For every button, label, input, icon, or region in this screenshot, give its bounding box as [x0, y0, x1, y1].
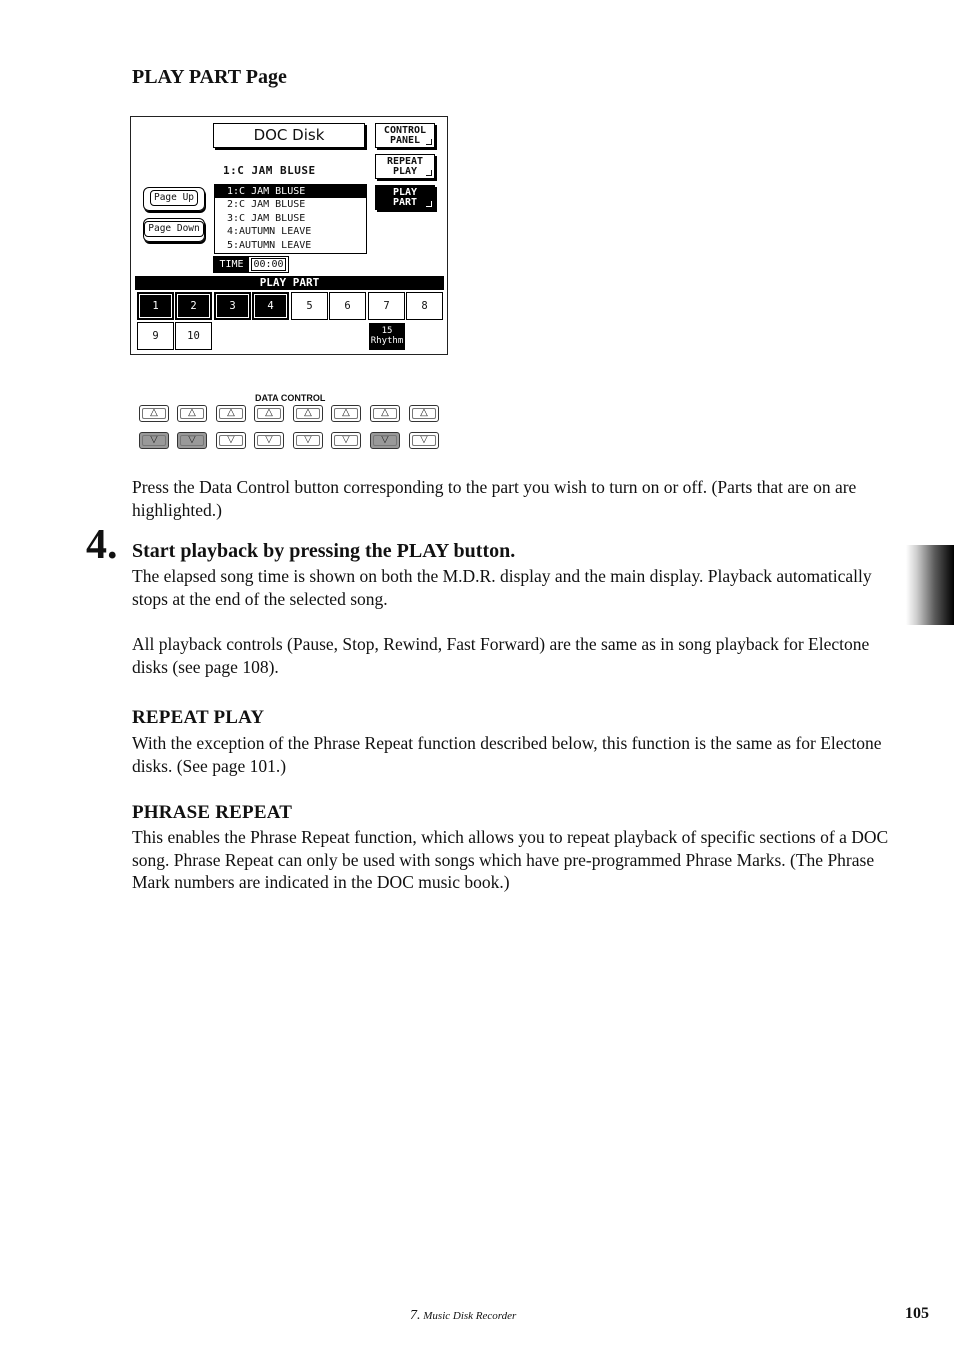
step-number: 4.	[86, 522, 118, 568]
phrase-repeat-paragraph: This enables the Phrase Repeat function, which allows you to repeat playback of specific sections of a DOC song. Phrase Repeat can only be used with songs which have pre-programmed Phrase Marks. (The Phrase Mark numbers are indicated in the DOC music book.)	[132, 827, 889, 892]
repeat-play-label-2: PLAY	[392, 166, 418, 177]
rhythm-part-button[interactable]	[369, 323, 405, 350]
time-value: 00:00	[251, 258, 286, 271]
phrase-repeat-heading: PHRASE REPEAT	[132, 802, 293, 823]
song-list-item[interactable]: 1:C JAM BLUSE	[215, 185, 366, 198]
play-part-label-1: PLAY	[392, 187, 418, 198]
part-8-button[interactable]: 8	[406, 292, 443, 320]
song-list-item[interactable]: 5:AUTUMN LEAVE	[227, 239, 312, 251]
current-song: 1:C JAM BLUSE	[223, 164, 316, 177]
data-control-up-6[interactable]: △	[331, 405, 361, 422]
repeat-play-button[interactable]	[375, 154, 435, 179]
display-title: DOC Disk	[213, 123, 365, 148]
step-heading: Start playback by pressing the PLAY button.	[132, 540, 516, 562]
control-panel-button[interactable]	[375, 123, 435, 148]
instruction-paragraph: Press the Data Control button corresponding to the part you wish to turn on or off. (Parts that are on are highlighted.)	[132, 477, 857, 520]
repeat-play-label-1: REPEAT	[386, 156, 424, 167]
chapter-tab	[906, 545, 954, 625]
data-control-up-3[interactable]: △	[216, 405, 246, 422]
data-control-up-2[interactable]: △	[177, 405, 207, 422]
data-control-down-2[interactable]: ▽	[177, 432, 207, 449]
rhythm-number: 15	[381, 326, 393, 336]
part-5-button[interactable]: 5	[291, 292, 328, 320]
data-control-down-8[interactable]: ▽	[409, 432, 439, 449]
control-panel-label-2: PANEL	[389, 135, 421, 146]
part-6-button[interactable]: 6	[329, 292, 366, 320]
page-number: 105	[905, 1305, 929, 1322]
data-control-label: DATA CONTROL	[255, 393, 326, 403]
control-panel-label-1: CONTROL	[383, 125, 427, 136]
time-label: TIME	[214, 257, 249, 272]
play-part-label-2: PART	[392, 197, 418, 208]
footer-chapter-number: 7.	[410, 1308, 421, 1323]
data-control-up-1[interactable]: △	[139, 405, 169, 422]
lcd-display	[130, 116, 448, 355]
song-list-item[interactable]: 2:C JAM BLUSE	[227, 199, 306, 211]
page-down-button[interactable]	[143, 218, 205, 242]
data-control-up-5[interactable]: △	[293, 405, 323, 422]
play-part-bar: PLAY PART	[135, 276, 444, 290]
song-list-item[interactable]: 4:AUTUMN LEAVE	[227, 226, 312, 238]
data-control-down-7[interactable]: ▽	[370, 432, 400, 449]
page-down-label: Page Down	[144, 221, 203, 237]
repeat-play-paragraph: With the exception of the Phrase Repeat function described below, this function is the same as for Electone disks. (See page 101.)	[132, 733, 882, 776]
step-paragraph-1: The elapsed song time is shown on both the M.D.R. display and the main display. Playback automatically stops at the end of the selected song.	[132, 566, 872, 609]
footer-chapter	[410, 1308, 516, 1324]
part-2-button[interactable]: 2	[175, 292, 212, 320]
time-readout	[213, 256, 289, 273]
data-control-down-3[interactable]: ▽	[216, 432, 246, 449]
rhythm-label: Rhythm	[370, 336, 404, 346]
repeat-play-heading: REPEAT PLAY	[132, 707, 265, 728]
data-control-down-5[interactable]: ▽	[293, 432, 323, 449]
part-9-button[interactable]: 9	[137, 322, 174, 350]
part-1-button[interactable]: 1	[137, 292, 174, 320]
data-control-up-8[interactable]: △	[409, 405, 439, 422]
part-4-button[interactable]: 4	[252, 292, 289, 320]
data-control-up-4[interactable]: △	[254, 405, 284, 422]
play-part-button[interactable]	[375, 185, 435, 210]
data-control-down-6[interactable]: ▽	[331, 432, 361, 449]
part-7-button[interactable]: 7	[368, 292, 405, 320]
page-up-button[interactable]	[143, 187, 205, 211]
data-control-down-1[interactable]: ▽	[139, 432, 169, 449]
part-3-button[interactable]: 3	[214, 292, 251, 320]
section-heading: PLAY PART Page	[132, 66, 287, 88]
part-10-button[interactable]: 10	[175, 322, 212, 350]
page-up-label: Page Up	[150, 190, 198, 206]
data-control-down-4[interactable]: ▽	[254, 432, 284, 449]
song-list-item[interactable]: 3:C JAM BLUSE	[227, 212, 306, 224]
data-control-up-7[interactable]: △	[370, 405, 400, 422]
footer-chapter-title: Music Disk Recorder	[423, 1310, 517, 1322]
step-paragraph-2: All playback controls (Pause, Stop, Rewind, Fast Forward) are the same as in song playback for Electone disks (see page 108).	[132, 634, 870, 677]
song-list	[214, 184, 367, 254]
